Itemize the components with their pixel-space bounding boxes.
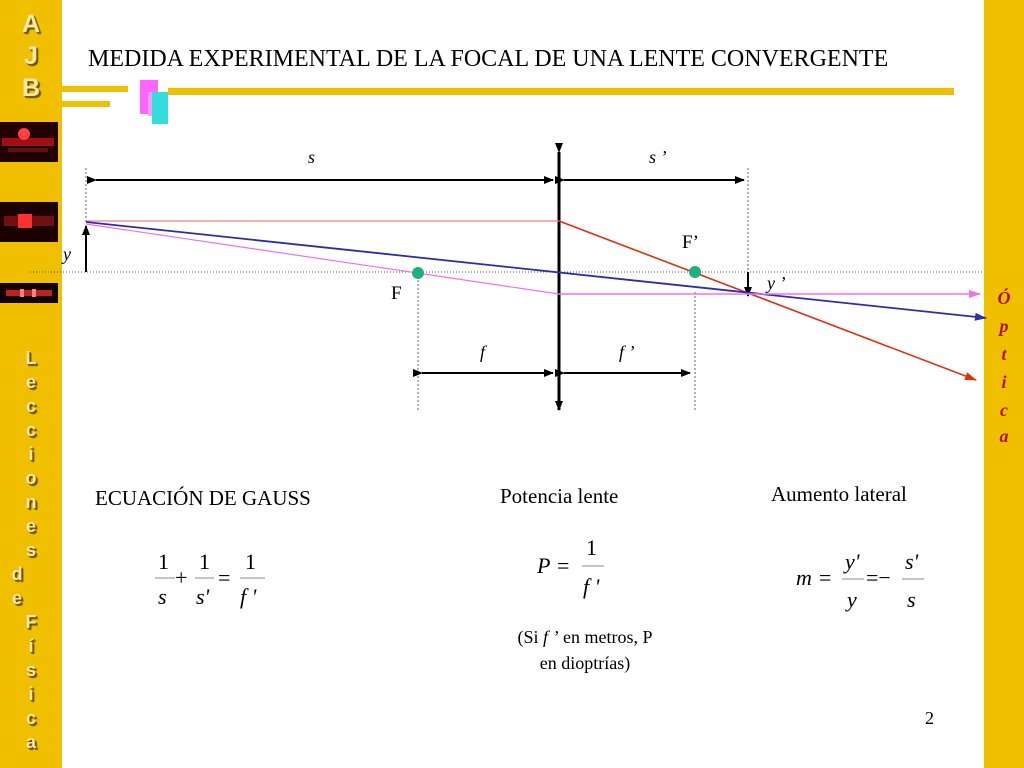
sidebar-letter: d <box>11 564 23 584</box>
power-equals: = <box>557 553 570 578</box>
power-note-var: f ’ <box>543 627 559 647</box>
mag-m: m <box>796 565 812 590</box>
mag-denominator-s: s <box>907 587 916 612</box>
mag-denominator-y: y <box>847 587 857 612</box>
mag-equals-minus: =− <box>866 565 891 590</box>
sidebar-letter: a <box>25 732 36 752</box>
power-note-rest: en metros, P <box>558 627 653 647</box>
title-decoration <box>62 80 954 124</box>
magnification-equation <box>796 549 924 612</box>
label-s-prime: s ’ <box>649 147 667 167</box>
optica-letter: a <box>999 426 1009 446</box>
label-y: y <box>63 244 71 264</box>
label-y-prime: y ’ <box>767 273 786 293</box>
power-equation <box>536 535 604 599</box>
magnification-heading: Aumento lateral <box>771 482 907 506</box>
sidebar-letter: e <box>25 516 36 536</box>
mag-numerator-y-prime: y' <box>845 549 860 574</box>
power-note-line2: en dioptrías) <box>539 653 631 673</box>
ray-focal-pink <box>86 224 559 294</box>
sidebar-letter: i <box>28 444 34 464</box>
label-s: s <box>308 147 316 167</box>
optica-letter: c <box>1000 400 1008 420</box>
label-focus-prime: F’ <box>682 232 699 253</box>
power-note-open: (Si <box>517 627 543 647</box>
logo-letter-b: B <box>21 74 41 102</box>
mag-equals: = <box>819 565 832 590</box>
sidebar-letter: e <box>25 372 36 392</box>
mag-numerator-s-prime: s' <box>905 549 919 574</box>
sidebar-letter: s <box>25 540 36 560</box>
label-f-prime: f ’ <box>619 342 635 362</box>
gauss-numerator-1: 1 <box>158 549 169 574</box>
gauss-heading: ECUACIÓN DE GAUSS <box>95 486 311 510</box>
sidebar-letter: s <box>25 660 36 680</box>
sidebar-letter: L <box>25 348 37 368</box>
power-numerator: 1 <box>586 535 597 560</box>
gauss-denominator-s: s <box>158 584 167 609</box>
sidebar-letter: F <box>25 612 37 632</box>
slide-title: MEDIDA EXPERIMENTAL DE LA FOCAL DE UNA LENTE CONVERGENTE <box>88 46 889 72</box>
gauss-denominator-f-prime: f ' <box>240 584 257 609</box>
sidebar-letter: o <box>25 468 37 488</box>
label-f: f <box>480 342 486 362</box>
logo-letter-a: A <box>21 10 41 38</box>
gauss-numerator-2: 1 <box>199 549 210 574</box>
gauss-equals: = <box>218 565 231 590</box>
focus-point-f-prime <box>689 266 701 278</box>
sidebar-letter: c <box>25 708 36 728</box>
optica-letter: i <box>1001 372 1007 392</box>
sidebar-letter: e <box>11 588 22 608</box>
optica-letter: Ó <box>997 288 1011 308</box>
logo-letter-j: J <box>24 42 38 70</box>
power-heading: Potencia lente <box>500 484 619 508</box>
sidebar-letter: c <box>25 396 36 416</box>
optica-letter: t <box>1001 344 1007 364</box>
sidebar-letter: í <box>28 636 34 656</box>
page-number: 2 <box>925 708 934 728</box>
ray-central-blue <box>86 222 986 318</box>
power-note <box>470 624 700 676</box>
power-p: P <box>537 553 551 578</box>
gauss-numerator-3: 1 <box>245 549 256 574</box>
optica-letter: p <box>999 316 1009 336</box>
focus-point-f <box>412 267 424 279</box>
gauss-denominator-s-prime: s' <box>196 584 210 609</box>
gauss-plus: + <box>175 565 188 590</box>
sidebar-letter: i <box>28 684 34 704</box>
gauss-equation <box>155 549 265 609</box>
power-denominator: f ' <box>583 574 600 599</box>
label-focus: F <box>391 283 402 304</box>
sidebar-letter: n <box>25 492 37 512</box>
sidebar-letter: c <box>25 420 36 440</box>
